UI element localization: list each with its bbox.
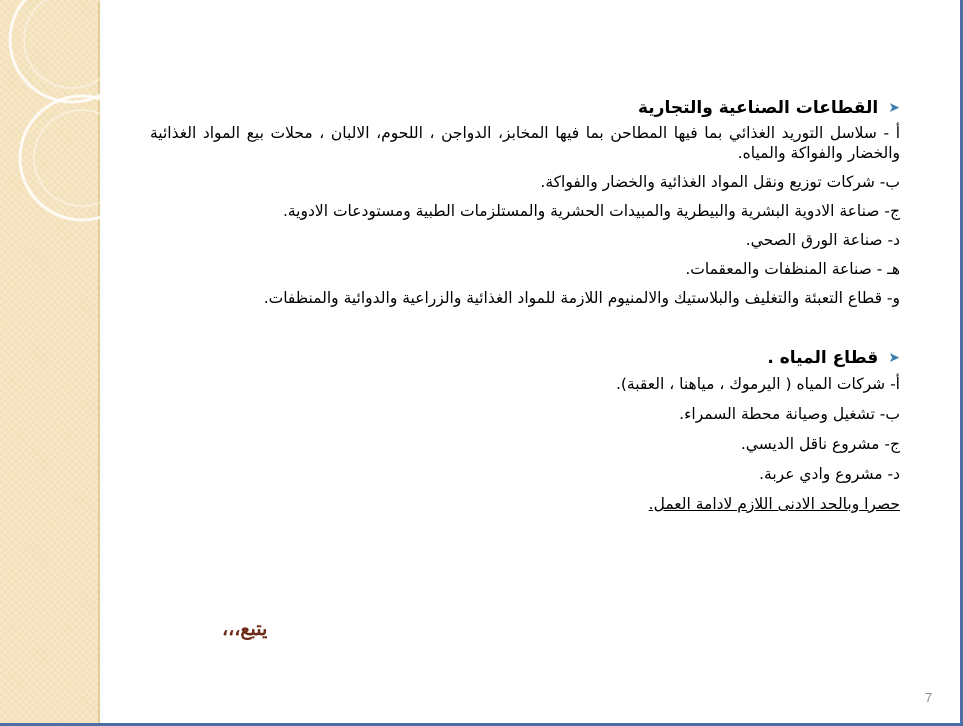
list-item: ب- تشغيل وصيانة محطة السمراء. — [679, 405, 900, 423]
page-number: 7 — [925, 690, 933, 705]
list-item: و- قطاع التعبئة والتغليف والبلاستيك والالمنيوم اللازمة للمواد الغذائية والزراعية والدوائية والمنظفات. — [263, 289, 900, 307]
slide-content — [150, 98, 900, 514]
list-item: ج- صناعة الادوية البشرية والبيطرية والمبيدات الحشرية والمستلزمات الطبية ومستودعات الادوية. — [282, 202, 900, 220]
list-item: أ- شركات المياه ( اليرموك ، مياهنا ، العقبة). — [615, 375, 900, 393]
arrow-bullet-icon: ➤ — [888, 100, 900, 116]
section-heading-water — [150, 348, 900, 368]
arrow-bullet-icon: ➤ — [888, 350, 900, 366]
continued-label: يتبع،،، — [222, 618, 268, 640]
list-item: هـ - صناعة المنظفات والمعقمات. — [685, 260, 900, 278]
list-item: د- مشروع وادي عربة. — [759, 465, 900, 483]
section-heading-industrial — [150, 98, 900, 118]
list-item: ج- مشروع ناقل الديسي. — [740, 435, 900, 453]
heading-text: قطاع المياه . — [767, 348, 879, 368]
list-item: ب- شركات توزيع ونقل المواد الغذائية والخضار والفواكة. — [540, 173, 900, 191]
heading-text: القطاعات الصناعية والتجارية — [637, 98, 879, 118]
scope-note: حصرا وبالحد الادنى اللازم لادامة العمل. — [648, 495, 900, 513]
list-item: أ - سلاسل التوريد الغذائي بما فيها المطاحن بما فيها المخابز، الدواجن ، اللحوم، الالبان ، محلات بيع المواد الغذائية والخضار والفواكة والمياه. — [150, 124, 900, 162]
list-item: د- صناعة الورق الصحي. — [745, 231, 900, 249]
